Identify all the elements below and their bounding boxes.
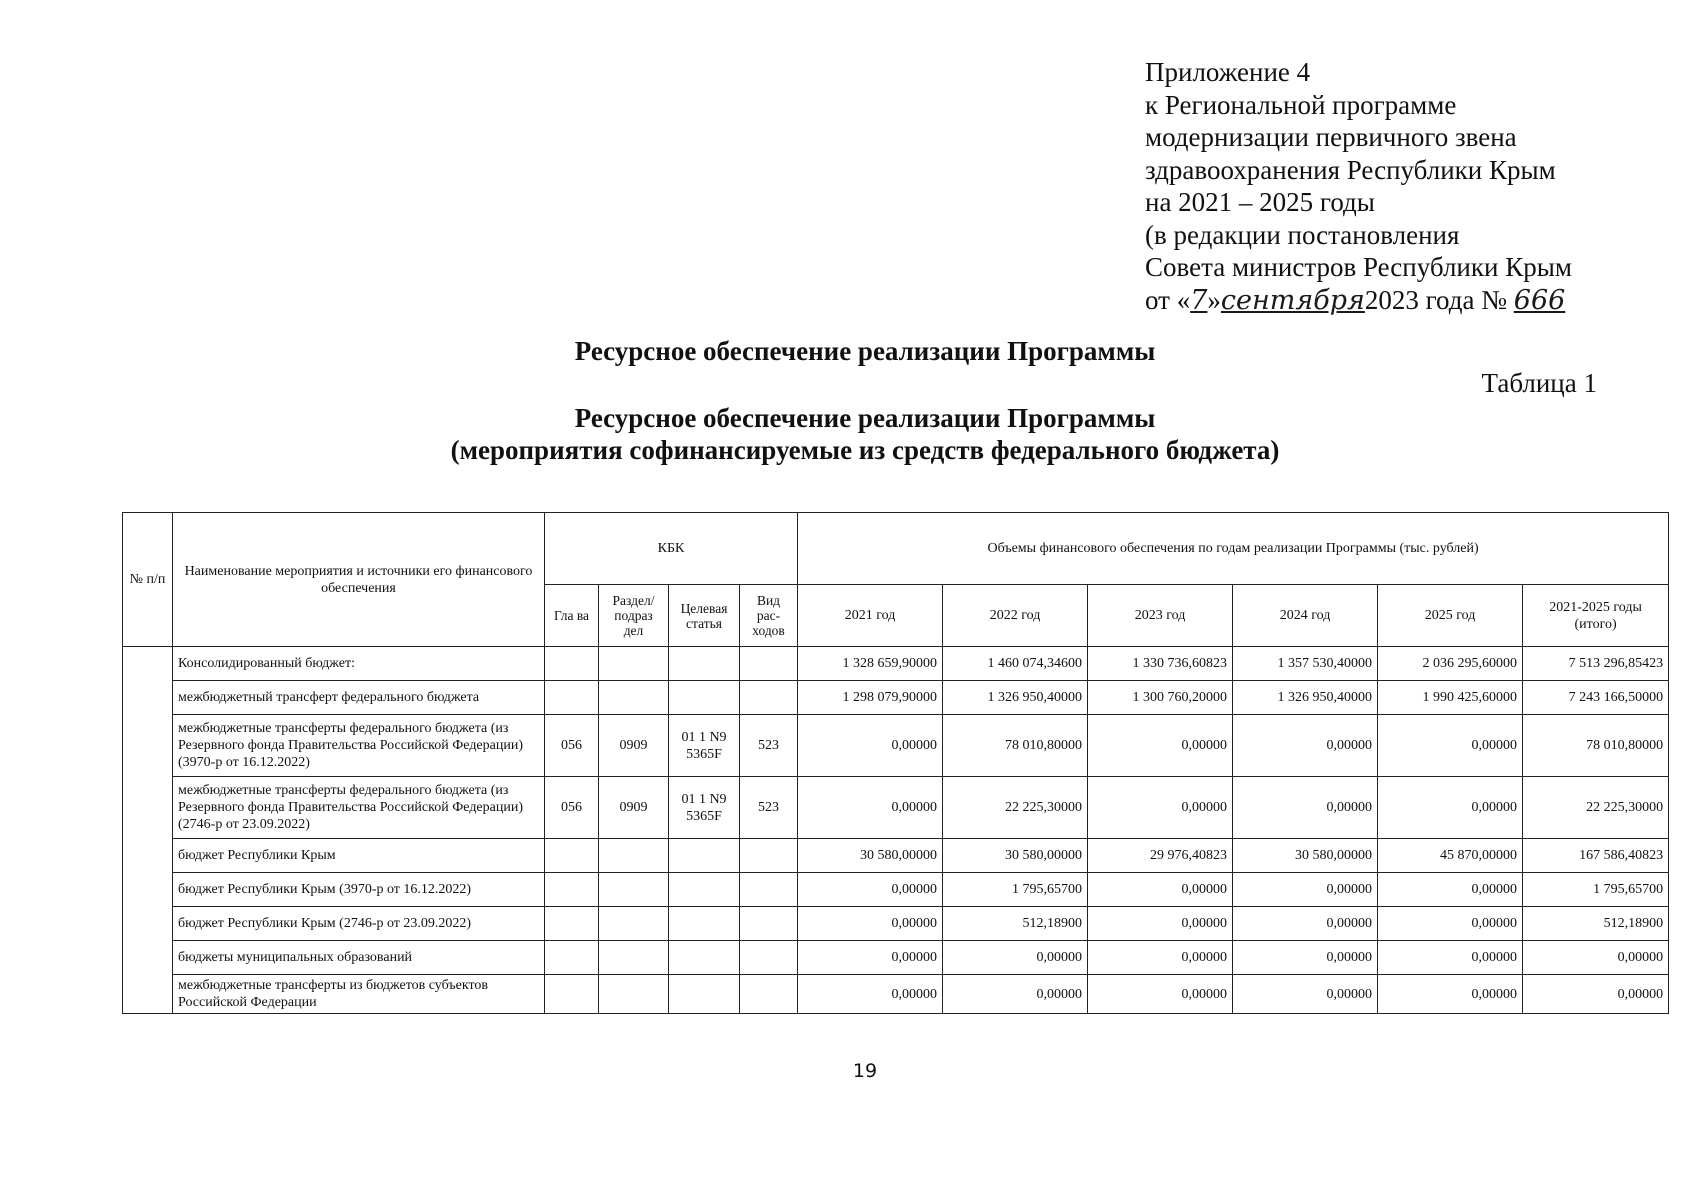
date-prefix: от «	[1145, 284, 1191, 315]
row-value-cell: 29 976,40823	[1088, 839, 1233, 873]
row-value-cell: 0,00000	[1233, 907, 1378, 941]
row-kbk-cell	[599, 839, 669, 873]
row-kbk-cell	[740, 941, 798, 975]
table-row	[123, 907, 1669, 941]
row-value-cell: 0,00000	[943, 941, 1088, 975]
row-value-cell: 0,00000	[1378, 975, 1523, 1014]
row-value-cell: 512,18900	[1523, 907, 1669, 941]
row-kbk-cell	[740, 975, 798, 1014]
row-value-cell: 1 298 079,90000	[798, 681, 943, 715]
row-kbk-cell: 056	[545, 777, 599, 839]
row-value-cell: 0,00000	[798, 975, 943, 1014]
row-kbk-cell	[545, 941, 599, 975]
appendix-line: к Региональной программе	[1145, 89, 1457, 120]
row-kbk-cell	[740, 647, 798, 681]
row-name: Консолидированный бюджет:	[173, 647, 545, 681]
table-row	[123, 941, 1669, 975]
row-name: бюджет Республики Крым	[173, 839, 545, 873]
row-kbk-cell	[599, 681, 669, 715]
row-name: межбюджетный трансферт федерального бюджета	[173, 681, 545, 715]
row-value-cell: 0,00000	[1523, 975, 1669, 1014]
resource-table	[122, 512, 1669, 1014]
row-kbk-cell	[545, 975, 599, 1014]
row-kbk-cell	[740, 839, 798, 873]
row-kbk-cell	[669, 873, 740, 907]
row-value-cell: 30 580,00000	[943, 839, 1088, 873]
row-kbk-cell	[545, 907, 599, 941]
row-number-cell	[123, 647, 173, 1014]
row-value-cell: 0,00000	[943, 975, 1088, 1014]
row-kbk-cell	[669, 681, 740, 715]
row-value-cell: 0,00000	[798, 873, 943, 907]
row-kbk-cell	[599, 907, 669, 941]
row-kbk-cell	[545, 647, 599, 681]
row-value-cell: 0,00000	[1523, 941, 1669, 975]
row-kbk-cell	[669, 839, 740, 873]
row-value-cell: 0,00000	[1233, 777, 1378, 839]
date-mid: »	[1207, 284, 1221, 315]
table-row	[123, 715, 1669, 777]
row-kbk-cell	[740, 681, 798, 715]
table-subtitle	[0, 402, 1693, 466]
header-volumes: Объемы финансового обеспечения по годам реализации Программы (тыс. рублей)	[798, 513, 1669, 585]
row-name: межбюджетные трансферты федерального бюджета (из Резервного фонда Правительства Российской Федерации) (3970-р от 16.12.2022)	[173, 715, 545, 777]
row-name: бюджет Республики Крым (2746-р от 23.09.2022)	[173, 907, 545, 941]
row-value-cell: 22 225,30000	[1523, 777, 1669, 839]
row-value-cell: 1 795,65700	[943, 873, 1088, 907]
row-value-cell: 30 580,00000	[1233, 839, 1378, 873]
header-year: 2023 год	[1088, 585, 1233, 647]
table-row	[123, 777, 1669, 839]
row-kbk-cell	[669, 975, 740, 1014]
row-value-cell: 2 036 295,60000	[1378, 647, 1523, 681]
handwritten-day: 7	[1190, 284, 1208, 316]
header-year: 2025 год	[1378, 585, 1523, 647]
row-value-cell: 0,00000	[1088, 715, 1233, 777]
row-value-cell: 0,00000	[1378, 907, 1523, 941]
row-value-cell: 1 460 074,34600	[943, 647, 1088, 681]
row-name: межбюджетные трансферты федерального бюджета (из Резервного фонда Правительства Российской Федерации) (2746-р от 23.09.2022)	[173, 777, 545, 839]
header-kbk: КБК	[545, 513, 798, 585]
row-value-cell: 0,00000	[1088, 777, 1233, 839]
row-kbk-cell	[599, 941, 669, 975]
row-value-cell: 7 243 166,50000	[1523, 681, 1669, 715]
table-row	[123, 839, 1669, 873]
table-body	[123, 647, 1669, 1014]
row-value-cell: 1 330 736,60823	[1088, 647, 1233, 681]
row-value-cell: 1 300 760,20000	[1088, 681, 1233, 715]
row-kbk-cell	[669, 907, 740, 941]
row-value-cell: 78 010,80000	[943, 715, 1088, 777]
row-value-cell: 0,00000	[1378, 777, 1523, 839]
appendix-block	[1145, 56, 1572, 317]
row-value-cell: 0,00000	[798, 715, 943, 777]
row-value-cell: 45 870,00000	[1378, 839, 1523, 873]
row-value-cell: 0,00000	[798, 777, 943, 839]
header-year-total: 2021-2025 годы (итого)	[1523, 585, 1669, 647]
table-row	[123, 681, 1669, 715]
row-name: бюджет Республики Крым (3970-р от 16.12.2022)	[173, 873, 545, 907]
page-number: 19	[852, 1060, 878, 1082]
subtitle-line-1: Ресурсное обеспечение реализации Программы	[574, 403, 1156, 433]
header-year: 2021 год	[798, 585, 943, 647]
row-value-cell: 0,00000	[1233, 873, 1378, 907]
row-kbk-cell	[599, 873, 669, 907]
row-name: бюджеты муниципальных образований	[173, 941, 545, 975]
row-kbk-cell: 01 1 N9 5365F	[669, 715, 740, 777]
row-kbk-cell	[599, 647, 669, 681]
row-value-cell: 1 357 530,40000	[1233, 647, 1378, 681]
appendix-line: Приложение 4	[1145, 57, 1311, 87]
row-value-cell: 167 586,40823	[1523, 839, 1669, 873]
row-value-cell: 0,00000	[1088, 907, 1233, 941]
row-kbk-cell: 0909	[599, 715, 669, 777]
row-kbk-cell: 01 1 N9 5365F	[669, 777, 740, 839]
row-value-cell: 1 990 425,60000	[1378, 681, 1523, 715]
date-year: 2023 года №	[1364, 284, 1508, 315]
row-value-cell: 0,00000	[798, 941, 943, 975]
table-row	[123, 647, 1669, 681]
row-value-cell: 1 326 950,40000	[1233, 681, 1378, 715]
row-name: межбюджетные трансферты из бюджетов субъектов Российской Федерации	[173, 975, 545, 1014]
document-title: Ресурсное обеспечение реализации Программы	[574, 336, 1156, 366]
table-row	[123, 873, 1669, 907]
header-kbk-section: Раздел/ подраз дел	[599, 585, 669, 647]
row-kbk-cell	[599, 975, 669, 1014]
row-value-cell: 0,00000	[1233, 715, 1378, 777]
row-value-cell: 1 326 950,40000	[943, 681, 1088, 715]
row-kbk-cell	[545, 839, 599, 873]
row-value-cell: 30 580,00000	[798, 839, 943, 873]
header-year: 2024 год	[1233, 585, 1378, 647]
row-value-cell: 78 010,80000	[1523, 715, 1669, 777]
appendix-line: Совета министров Республики Крым	[1145, 252, 1572, 282]
resolution-date-line	[1145, 284, 1572, 318]
row-value-cell: 0,00000	[1088, 873, 1233, 907]
subtitle-line-2: (мероприятия софинансируемые из средств федерального бюджета)	[450, 435, 1280, 465]
row-kbk-cell: 523	[740, 777, 798, 839]
row-value-cell: 0,00000	[1233, 975, 1378, 1014]
row-value-cell: 0,00000	[1088, 941, 1233, 975]
row-value-cell: 512,18900	[943, 907, 1088, 941]
row-kbk-cell	[740, 873, 798, 907]
row-kbk-cell	[669, 941, 740, 975]
row-kbk-cell	[545, 681, 599, 715]
row-value-cell: 7 513 296,85423	[1523, 647, 1669, 681]
row-value-cell: 0,00000	[1233, 941, 1378, 975]
row-value-cell: 22 225,30000	[943, 777, 1088, 839]
header-num: № п/п	[123, 513, 173, 647]
row-value-cell: 0,00000	[798, 907, 943, 941]
row-kbk-cell: 0909	[599, 777, 669, 839]
row-value-cell: 0,00000	[1378, 715, 1523, 777]
table-label: Таблица 1	[1481, 368, 1597, 398]
row-kbk-cell: 523	[740, 715, 798, 777]
header-name: Наименование мероприятия и источники его финансового обеспечения	[173, 513, 545, 647]
row-kbk-cell	[740, 907, 798, 941]
row-kbk-cell	[669, 647, 740, 681]
header-kbk-target: Целевая статья	[669, 585, 740, 647]
row-value-cell: 0,00000	[1378, 873, 1523, 907]
appendix-line: модернизации первичного звена	[1145, 122, 1517, 152]
row-kbk-cell	[545, 873, 599, 907]
row-value-cell: 0,00000	[1378, 941, 1523, 975]
row-value-cell: 0,00000	[1088, 975, 1233, 1014]
table-row	[123, 975, 1669, 1014]
header-year: 2022 год	[943, 585, 1088, 647]
appendix-line: на 2021 – 2025 годы	[1145, 187, 1375, 217]
header-kbk-chapter: Гла ва	[545, 585, 599, 647]
appendix-line: (в редакции постановления	[1145, 219, 1460, 250]
handwritten-month: сентября	[1220, 284, 1365, 316]
handwritten-number: 666	[1513, 284, 1566, 316]
row-value-cell: 1 328 659,90000	[798, 647, 943, 681]
appendix-line: здравоохранения Республики Крым	[1145, 154, 1556, 185]
row-kbk-cell: 056	[545, 715, 599, 777]
row-value-cell: 1 795,65700	[1523, 873, 1669, 907]
header-kbk-expense: Вид рас- ходов	[740, 585, 798, 647]
